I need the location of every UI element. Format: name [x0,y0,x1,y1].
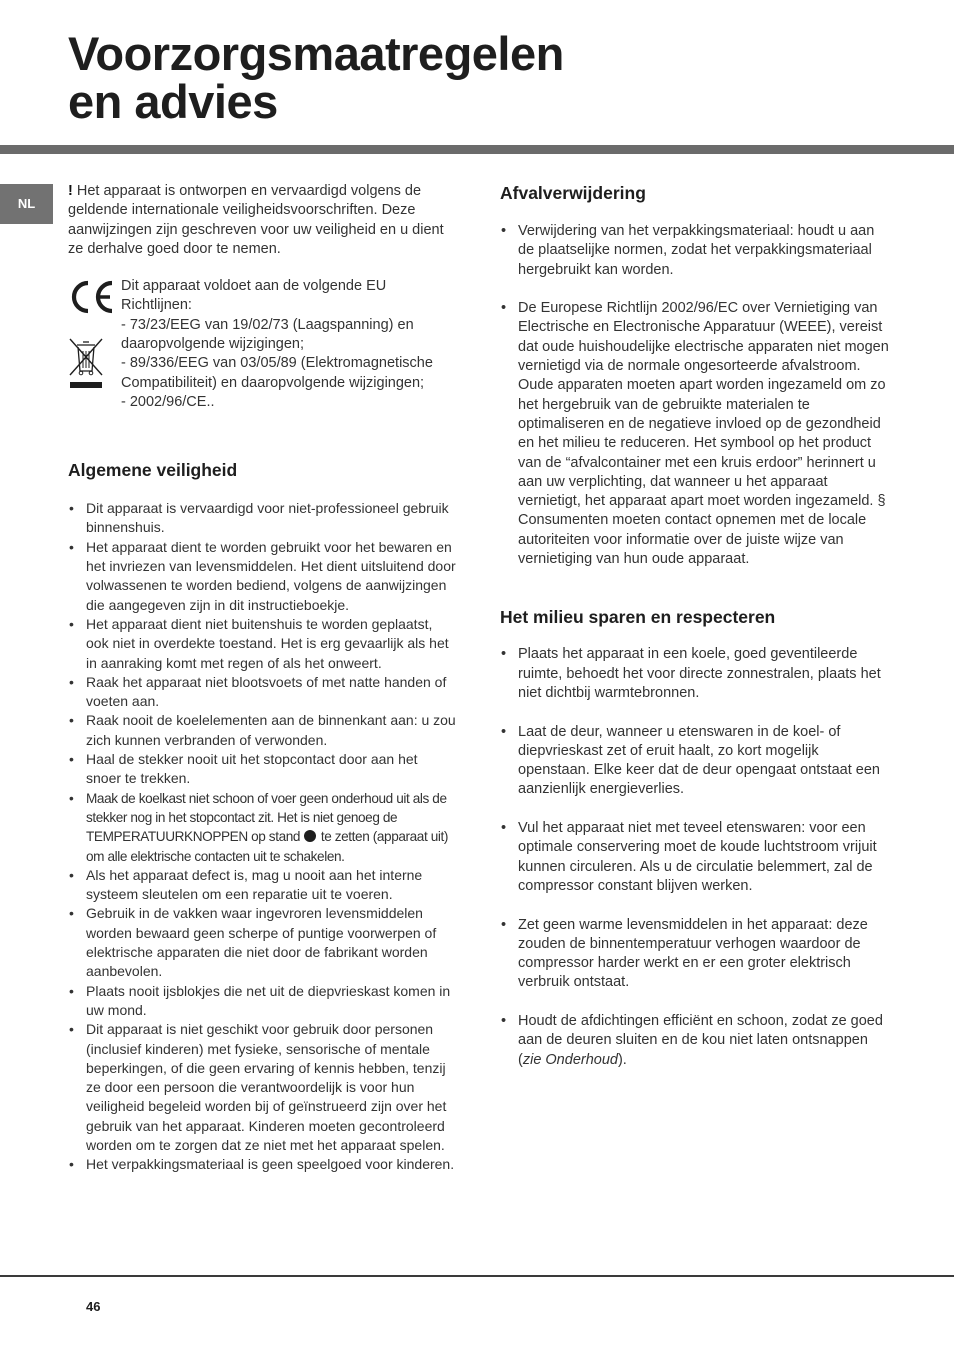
compliance-line: Dit apparaat voldoet aan de volgende EU Richtlijnen: [121,278,387,314]
list-item-text: De Europese Richtlijn 2002/96/EC over Vernietiging van Electrische en Electronische Apparatuur (WEEE), vereist dat oude huishoudelijke electrische apparaten niet mogen vernietigd via de normale ongesorteerde afvalstroom. Oude apparaten moeten apart worden ingezameld om zo het hergebruik van de gebruikte materialen te optimaliseren en de negatieve invloed op de gezondheid en het milieu te reduceren. Het symbool op het product van de “afvalcontainer met een kruis erdoor” herinnert u aan uw verplichting, dat wanneer u het apparaat vernietigt, het apparaat apart moet worden ingezameld. § [518,300,889,510]
section-heading-environment: Het milieu sparen en respecteren [500,607,776,628]
list-item [68,789,456,866]
list-item: • Raak nooit de koelelementen aan de binnenkant aan: u zou zich kunnen verbranden of verwonden. [68,711,456,750]
list-item-text: Maak de koelkast niet schoon of voer geen onderhoud uit als de stekker nog in het stopcontact zit. Het is niet genoeg de TEMPERATUURKNOPPEN op stand [86,790,447,845]
environment-list [500,645,890,1070]
left-column [68,182,456,1175]
weee-crossed-bin-icon [68,337,104,391]
list-item: • Verwijdering van het verpakkingsmateriaal: houdt u aan de plaatselijke normen, zodat het verpakkingsmateriaal hergebruikt kan worden. [500,222,890,280]
list-item-text: ). [617,1051,627,1068]
page-title-line-1: Voorzorgsmaatregelen [68,27,564,80]
list-item: • Raak het apparaat niet blootsvoets of met natte handen of voeten aan. [68,673,456,712]
list-item-text: Houdt de afdichtingen efficiënt en schoon, zodat ze goed aan de deuren sluiten en de kou niet laten ontsnappen ( [518,1012,883,1068]
list-item: • Het verpakkingsmateriaal is geen speelgoed voor kinderen. [68,1155,456,1174]
list-item: • Dit apparaat is vervaardigd voor niet-professioneel gebruik binnenshuis. [68,499,456,538]
warning-mark: ! [68,183,73,199]
ce-mark-icon [68,279,116,315]
waste-list [500,222,890,569]
list-item: • Het apparaat dient niet buitenshuis te worden geplaatst, ook niet in overdekte toestand. Het is erg gevaarlijk als het in aanraking komt met regen of als het onweert. [68,615,456,673]
list-item: • Dit apparaat is niet geschikt voor gebruik door personen (inclusief kinderen) met fysieke, sensorische of mentale beperkingen, of die geen ervaring of kennis hebben, tenzij ze door een persoon die verantwoordelijk is voor hun veiligheid begeleid worden bij of geïnstrueerd zijn over het gebruik van het apparaat. Kinderen moeten gecontroleerd worden om te zorgen dat ze niet met het apparaat spelen. [68,1020,456,1155]
list-item: • Zet geen warme levensmiddelen in het apparaat: deze zouden de binnentemperatuur verhogen waardoor de compressor harder werkt en er een groter elektrisch verbruik ontstaat. [500,916,890,993]
compliance-block [68,277,456,417]
list-item: • Vul het apparaat niet met teveel etenswaren: voor een optimale conservering moet de koude luchtstroom vrijuit kunnen circuleren. Als u de circulatie belemmert, zal de compressor constant blijven werken. [500,819,890,896]
page-title-line-2: en advies [68,75,278,128]
language-tab: NL [0,184,53,224]
intro-paragraph [68,182,456,259]
list-item: • Plaats nooit ijsblokjes die net uit de diepvrieskast komen in uw mond. [68,982,456,1021]
compliance-line: - 73/23/EEG van 19/02/73 (Laagspanning) en daaropvolgende wijzigingen; [121,316,414,353]
list-item: • Als het apparaat defect is, mag u nooit aan het interne systeem sleutelen om een reparatie uit te voeren. [68,866,456,905]
list-item-text: te zetten (apparaat uit) om alle elektrische contacten uit te schakelen. [86,829,449,864]
list-item-text: Consumenten moeten contact opnemen met de locale autoriteiten voor informatie over de juiste wijze van vernietiging van hun oude apparaat. [518,512,867,568]
section-heading-general-safety: Algemene veiligheid [68,460,238,481]
list-item: • Het apparaat dient te worden gebruikt voor het bewaren en het invriezen van levensmiddelen. Het dient uitsluitend door volwassenen te worden bediend, volgens de aanwijzingen die aangegeven zijn in dit instructieboekje. [68,538,456,615]
intro-text: Het apparaat is ontworpen en vervaardigd volgens de geldende internationale veiligheidsvoorschriften. Deze aanwijzingen zijn geschreven voor uw veiligheid en u dient ze derhalve goed door te nemen. [68,183,444,257]
compliance-text [121,277,461,412]
compliance-line: - 2002/96/CE.. [121,393,215,410]
section-heading-waste: Afvalverwijdering [500,183,646,203]
footer-divider [0,1275,954,1277]
list-item [500,1012,890,1070]
general-safety-list [68,499,456,1174]
right-column [500,182,890,1070]
list-item: • Haal de stekker nooit uit het stopcontact door aan het snoer te trekken. [68,750,456,789]
list-item: • Plaats het apparaat in een koele, goed geventileerde ruimte, behoedt het voor directe zonnestralen, plaats het niet dichtbij warmtebronnen. [500,645,890,703]
list-item: • Laat de deur, wanneer u etenswaren in de koel- of diepvrieskast zet of eruit haalt, zo kort mogelijk openstaan. Elke keer dat de deur opengaat ontstaat een aanzienlijk energieverlies. [500,723,890,800]
compliance-line: - 89/336/EEG van 03/05/89 (Elektromagnetische Compatibiliteit) en daaropvolgende wijzigingen; [121,355,433,391]
list-item [500,299,890,569]
list-item: • Gebruik in de vakken waar ingevroren levensmiddelen worden bewaard geen scherpe of puntige voorwerpen of elektrische apparaten die niet door de fabrikant worden aanbevolen. [68,904,456,981]
page-number: 46 [86,1299,101,1314]
header-divider-bar [0,145,954,154]
cross-reference: zie Onderhoud [522,1051,618,1068]
off-position-dot-icon [304,830,316,842]
page-title [68,27,564,128]
